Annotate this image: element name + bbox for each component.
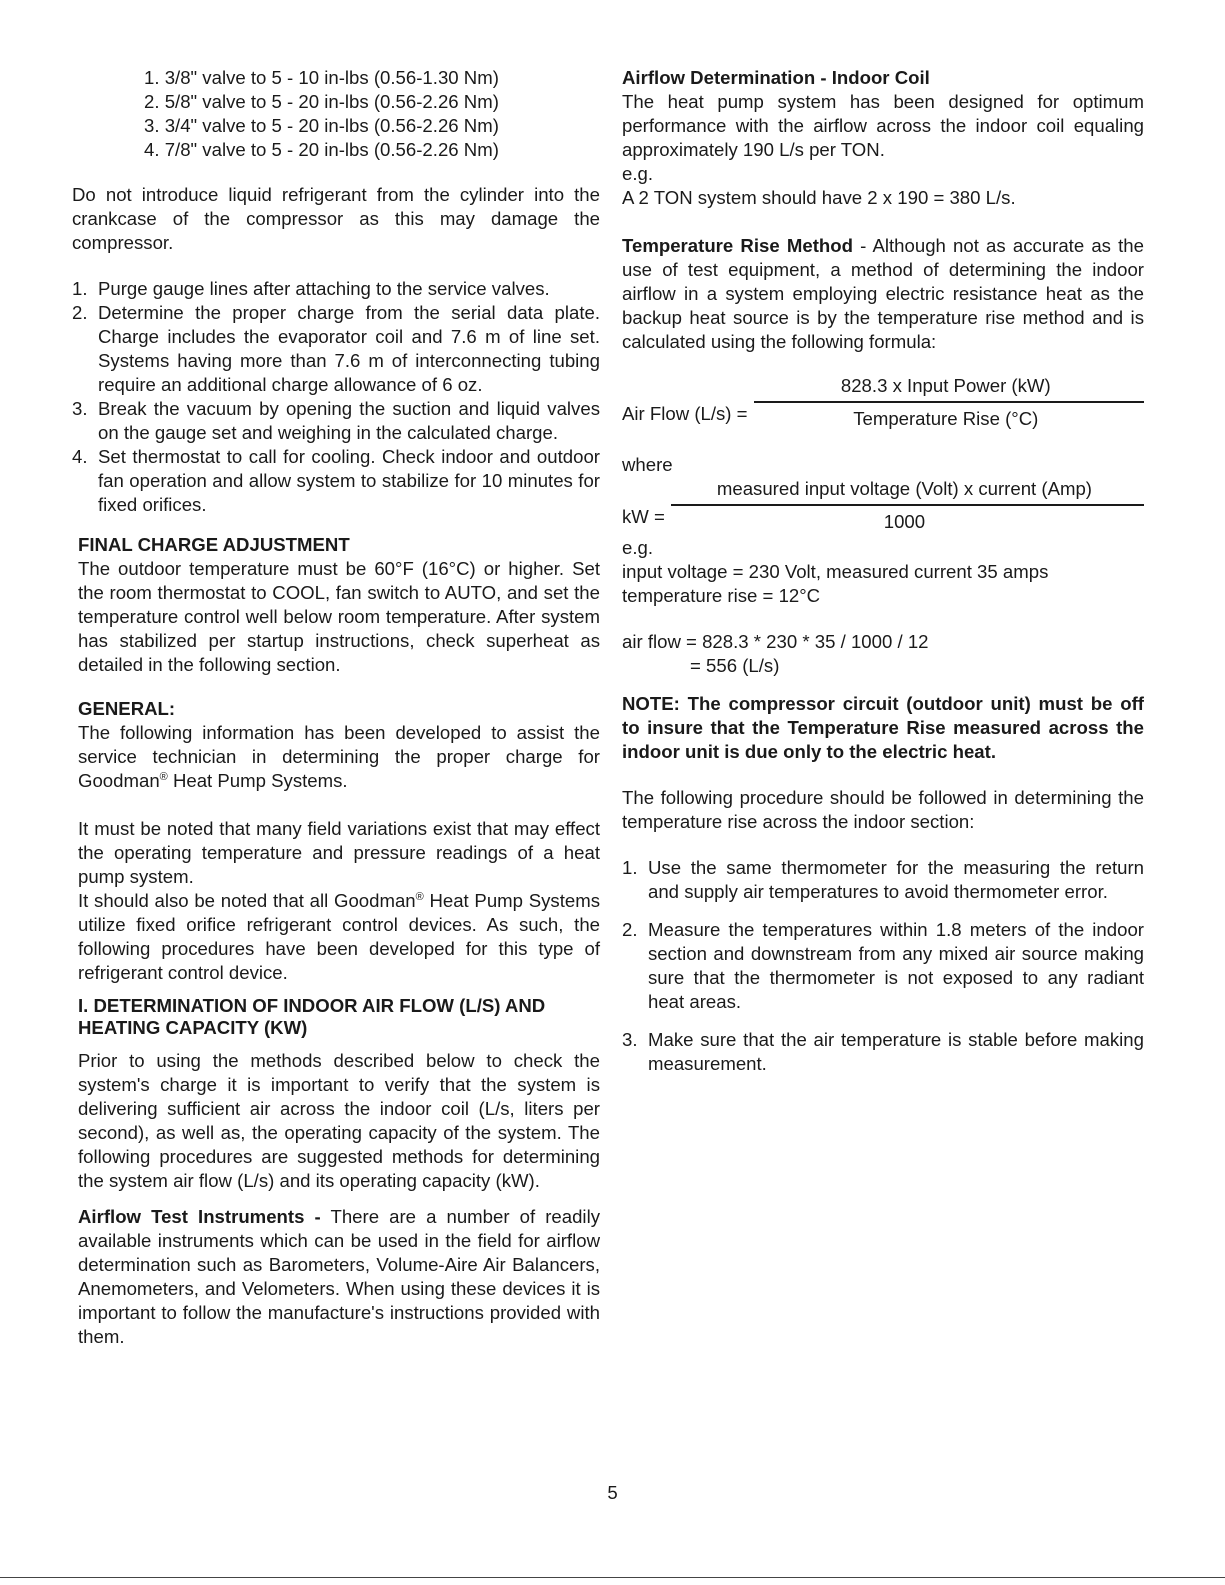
field-variations-paragraph: It must be noted that many field variations exist that may effect the operating temperature and pressure readings of a heat pump system. (78, 818, 600, 887)
registered-mark: ® (159, 770, 168, 783)
procedure-intro: The following procedure should be followed in determining the temperature rise across the indoor section: (622, 787, 1144, 832)
list-item: 1. 3/8" valve to 5 - 10 in-lbs (0.56-1.30 Nm) (144, 67, 499, 88)
airflow-determination-heading: Airflow Determination - Indoor Coil (622, 67, 930, 88)
calculation-result: = 556 (L/s) (690, 655, 780, 676)
general-paragraph: The following information has been developed to assist the service technician in determining the proper charge for Goodman® Heat Pump Systems. (78, 722, 600, 791)
list-item: 3. 3/4" valve to 5 - 20 in-lbs (0.56-2.26 Nm) (144, 115, 499, 136)
fixed-orifice-paragraph: It should also be noted that all Goodman® Heat Pump Systems utilize fixed orifice refrigerant control devices. As such, the following procedures have been developed for this type of refrigerant control device. (78, 890, 600, 983)
airflow-instruments-paragraph: Airflow Test Instruments - There are a number of readily available instruments which can be used in the field for airflow determination such as Barometers, Volume-Aire Air Balancers, Anemometers, and Velometers. When using these devices it is important to follow the manufacture's instructions provided with them. (78, 1206, 600, 1347)
list-item: 3. Break the vacuum by opening the suction and liquid valves on the gauge set and weighing in the calculated charge. (72, 398, 600, 443)
example-text: A 2 TON system should have 2 x 190 = 380 L/s. (622, 187, 1016, 208)
formula-denominator: 1000 (883, 511, 926, 532)
list-item: 2. Measure the temperatures within 1.8 meters of the indoor section and downstream from any mixed air source making sure that the thermometer is not exposed to any radiant heat areas. (622, 919, 1144, 1012)
general-heading: GENERAL: (78, 698, 176, 719)
airflow-formula (622, 374, 1144, 431)
list-item: 4. Set thermostat to call for cooling. Check indoor and outdoor fan operation and allow system to stabilize for 10 minutes for fixed orifices. (72, 446, 600, 515)
list-item: 2. Determine the proper charge from the serial data plate. Charge includes the evaporator coil and 7.6 m of line set. Systems having more than 7.6 m of interconnecting tubing require an additional charge allowance of 6 oz. (72, 302, 600, 395)
formula-numerator: measured input voltage (Volt) x current (Amp) (716, 478, 1092, 499)
prior-paragraph: Prior to using the methods described below to check the system's charge it is important to verify that the system is delivering sufficient air across the indoor coil (L/s, liters per second), as well as, the operating capacity of the system. The following procedures are suggested methods for determining the system air flow (L/s) and its operating capacity (kW). (78, 1050, 600, 1191)
note-paragraph: NOTE: The compressor circuit (outdoor unit) must be off to insure that the Temperature Rise measured across the indoor unit is due only to the electric heat. (622, 693, 1144, 762)
bottom-rule (0, 1577, 1225, 1578)
formula-numerator: 828.3 x Input Power (kW) (840, 375, 1051, 396)
page-number: 5 (607, 1482, 618, 1503)
formula-lhs: kW = (622, 505, 665, 527)
example-input-line: input voltage = 230 Volt, measured current 35 amps (622, 561, 1049, 582)
where-label: where (622, 454, 673, 475)
charging-steps-list (72, 277, 600, 517)
airflow-paragraph: The heat pump system has been designed for optimum performance with the airflow across the indoor coil equaling approximately 190 L/s per TON. (622, 91, 1144, 160)
procedure-steps-list (622, 856, 1144, 1076)
formula-denominator: Temperature Rise (°C) (853, 408, 1039, 429)
list-item: 4. 7/8" valve to 5 - 20 in-lbs (0.56-2.26 Nm) (144, 139, 499, 160)
kw-formula (622, 477, 1144, 534)
formula-lhs: Air Flow (L/s) = (622, 402, 748, 424)
list-item: 1. Purge gauge lines after attaching to the service valves. (72, 278, 550, 299)
example-label: e.g. (622, 537, 654, 558)
fraction-bar (671, 504, 1144, 506)
right-column (622, 66, 1144, 1076)
determination-heading: I. DETERMINATION OF INDOOR AIR FLOW (L/S) AND HEATING CAPACITY (KW) (78, 995, 546, 1038)
valve-torque-list (72, 66, 600, 162)
final-charge-paragraph: The outdoor temperature must be 60°F (16°C) or higher. Set the room thermostat to COOL, fan switch to AUTO, and set the temperature control well below room temperature. After system has stabilized per startup instructions, check superheat as detailed in the following section. (78, 558, 600, 675)
fraction-bar (754, 401, 1144, 403)
registered-mark: ® (415, 890, 424, 903)
example-label: e.g. (622, 163, 654, 184)
example-rise-line: temperature rise = 12°C (622, 585, 821, 606)
left-column (72, 66, 600, 1349)
list-item: 3. Make sure that the air temperature is stable before making measurement. (622, 1029, 1144, 1074)
temperature-rise-paragraph: Temperature Rise Method - Although not as accurate as the use of test equipment, a method of determining the indoor airflow in a system employing electric resistance heat as the backup heat source is by the temperature rise method and is calculated using the following formula: (622, 235, 1144, 352)
list-item: 2. 5/8" valve to 5 - 20 in-lbs (0.56-2.26 Nm) (144, 91, 499, 112)
final-charge-heading: FINAL CHARGE ADJUSTMENT (78, 534, 350, 555)
list-item: 1. Use the same thermometer for the measuring the return and supply air temperatures to avoid thermometer error. (622, 857, 1144, 902)
calculation-line: air flow = 828.3 * 230 * 35 / 1000 / 12 (622, 631, 929, 652)
caution-paragraph: Do not introduce liquid refrigerant from the cylinder into the crankcase of the compressor as this may damage the compressor. (72, 184, 600, 253)
